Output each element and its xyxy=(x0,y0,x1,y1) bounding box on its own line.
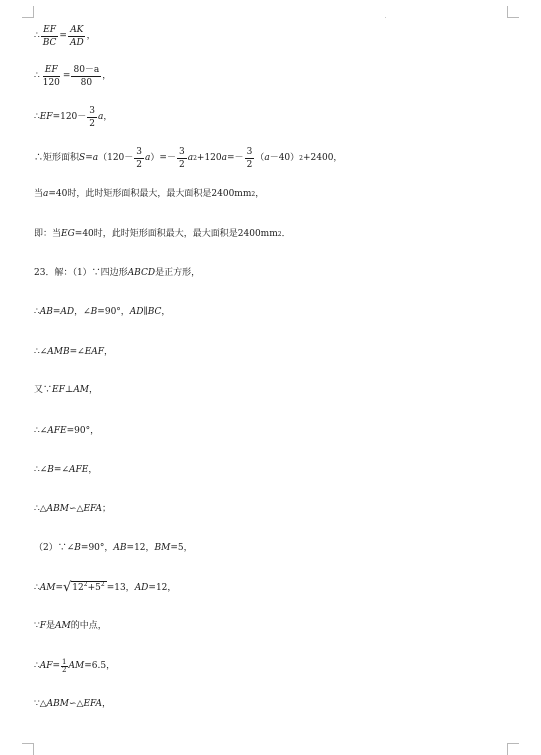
text: =12， xyxy=(126,543,155,553)
variable: EFA xyxy=(83,504,103,514)
equals: = xyxy=(59,31,67,41)
text: =5， xyxy=(170,543,193,553)
text: ∴矩形面积 xyxy=(34,153,80,163)
because-symbol: ∵ xyxy=(34,621,40,631)
denominator: 2 xyxy=(136,160,143,170)
equals: = xyxy=(85,153,93,163)
denominator: 2 xyxy=(246,160,253,170)
text: ∴∠ xyxy=(34,465,48,475)
punctuation: ， xyxy=(104,347,114,357)
line-ef-perp-am xyxy=(34,385,98,396)
line-max-area-a: 当 a =40时，此时矩形面积最大，最大面积是2400mm 2 ， xyxy=(34,189,265,199)
numerator: EF xyxy=(44,65,58,75)
variable: S xyxy=(79,153,86,163)
text: ∽△ xyxy=(69,699,84,709)
equals-minus: =－ xyxy=(227,153,244,163)
text: = xyxy=(52,307,61,317)
variable: B xyxy=(47,465,54,475)
line-am-sqrt xyxy=(34,581,176,595)
text: =90°， xyxy=(66,426,100,436)
variable: a xyxy=(221,153,228,163)
text: 的中点， xyxy=(70,621,107,631)
therefore-symbol: ∴ xyxy=(34,582,40,593)
variable: EF xyxy=(52,385,65,395)
text: =6.5， xyxy=(84,661,116,671)
variable: AD xyxy=(60,307,75,317)
text: ⊥ xyxy=(64,385,74,395)
variable: ABCD xyxy=(127,268,156,278)
numerator: 1 xyxy=(62,658,67,666)
line-midpoint xyxy=(34,621,107,632)
therefore-symbol: ∴ xyxy=(34,307,40,317)
square-root xyxy=(63,581,107,595)
text: （ xyxy=(255,153,265,163)
denominator: AD xyxy=(69,38,84,48)
variable: AD xyxy=(134,582,149,593)
variable: a xyxy=(98,112,104,122)
radicand-term: 12 xyxy=(72,583,84,593)
text: +2400， xyxy=(302,153,343,163)
numerator: AK xyxy=(70,25,84,35)
variable: ABM xyxy=(46,504,69,514)
line-angle-b-afe xyxy=(34,465,97,476)
variable: a xyxy=(92,153,99,163)
variable: EG xyxy=(61,229,75,239)
variable: AB xyxy=(113,543,127,553)
line-ef-expression xyxy=(34,106,112,129)
line-af-value xyxy=(34,659,115,674)
text: 23．解：（1）∵四边形 xyxy=(34,268,128,278)
punctuation: ， xyxy=(88,465,98,475)
variable: AMB xyxy=(47,347,70,357)
line-part-2 xyxy=(34,543,193,554)
denominator: 120 xyxy=(42,78,60,88)
text: =∠ xyxy=(69,347,85,357)
fraction-ak-ad xyxy=(68,25,86,48)
exponent: 2 xyxy=(100,581,105,588)
numerator: 80－a xyxy=(73,65,100,75)
text: 当 xyxy=(34,189,44,199)
variable: B xyxy=(74,543,81,553)
fraction-ef-120 xyxy=(41,65,62,88)
text: （120－ xyxy=(98,153,134,163)
therefore-symbol: ∴ xyxy=(34,31,40,41)
text: ∴△ xyxy=(34,504,47,514)
fraction-3-2 xyxy=(177,147,187,170)
line-angle-afe xyxy=(34,426,99,437)
text: =∠ xyxy=(53,465,69,475)
text: =40时，此时矩形面积最大，最大面积是2400mm xyxy=(48,189,252,199)
punctuation: ， xyxy=(89,385,99,395)
exponent: 2 xyxy=(83,581,88,588)
radicand-term: +5 xyxy=(87,583,101,593)
numerator: 3 xyxy=(89,106,96,116)
text: = xyxy=(55,582,63,593)
crop-mark-top-right xyxy=(507,6,519,18)
text: 是 xyxy=(45,621,55,631)
crop-mark-top-left xyxy=(22,6,34,18)
expression-text: =120－ xyxy=(52,112,87,122)
punctuation: ， xyxy=(255,189,265,199)
text: －40） xyxy=(269,153,300,163)
punctuation: ； xyxy=(102,504,112,514)
therefore-symbol: ∴ xyxy=(34,661,40,671)
denominator: 2 xyxy=(178,160,185,170)
text: =12， xyxy=(148,582,177,593)
fraction-3-2 xyxy=(134,147,144,170)
line-similar-triangles-2 xyxy=(34,699,111,710)
text: ∥ xyxy=(143,307,148,317)
line-square-properties xyxy=(34,307,170,318)
denominator: 2 xyxy=(89,119,96,129)
variable: F xyxy=(39,621,46,631)
line-ratio-ef-120 xyxy=(34,65,111,88)
text: ∴∠ xyxy=(34,426,48,436)
line-problem-23 xyxy=(34,268,200,279)
denominator: 80 xyxy=(80,78,93,88)
variable: AFE xyxy=(69,465,89,475)
variable: AFE xyxy=(47,426,67,436)
variable: ABM xyxy=(46,699,69,709)
variable: AF xyxy=(39,661,53,671)
line-similar-triangles xyxy=(34,504,111,515)
text: 即：当 xyxy=(34,229,62,239)
numerator: 3 xyxy=(178,147,185,157)
punctuation: ． xyxy=(281,229,291,239)
punctuation: ， xyxy=(102,699,112,709)
numerator: EF xyxy=(43,25,56,35)
line-angle-amb xyxy=(34,347,113,358)
text: ∽△ xyxy=(69,504,84,514)
punctuation: ， xyxy=(102,71,112,81)
text: 是正方形， xyxy=(155,268,201,278)
page-dot xyxy=(385,17,386,18)
fraction-80-minus-a xyxy=(71,65,101,88)
text: =90°， xyxy=(80,543,114,553)
variable: a xyxy=(187,153,194,163)
variable: a xyxy=(43,189,49,199)
variable: AM xyxy=(39,582,56,593)
crop-mark-bottom-left xyxy=(22,743,34,755)
variable: AM xyxy=(55,621,71,631)
therefore-symbol: ∴ xyxy=(34,112,40,122)
variable: BM xyxy=(154,543,171,553)
denominator: 2 xyxy=(62,666,67,674)
text: ∴∠ xyxy=(34,347,48,357)
variable: EAF xyxy=(84,347,105,357)
variable: a xyxy=(264,153,270,163)
text: =13， xyxy=(106,582,135,593)
line-area-expression: ∴矩形面积 S = a （120－ $\frac{3}{2}$ a ） =－ $\frac{3}{2}$ a 2 +120 a =－ $\frac{3}{2}$ （ a －40） 2 +2400， xyxy=(34,147,343,170)
text: =40时，此时矩形面积最大，最大面积是2400mm xyxy=(74,229,278,239)
text: = xyxy=(52,661,61,671)
radical-sign: √ xyxy=(63,580,72,595)
variable: AB xyxy=(39,307,53,317)
therefore-symbol: ∴ xyxy=(34,71,40,81)
fraction-1-2 xyxy=(61,659,67,674)
fraction-3-2 xyxy=(245,147,255,170)
punctuation: ， xyxy=(103,112,113,122)
variable: AM xyxy=(73,385,90,395)
variable: AM xyxy=(68,661,85,671)
fraction-3-2 xyxy=(87,106,97,129)
text: ∵△ xyxy=(34,699,47,709)
variable: B xyxy=(90,307,98,317)
variable: a xyxy=(145,153,151,163)
fraction-ef-bc xyxy=(41,25,59,48)
crop-mark-bottom-right xyxy=(507,743,519,755)
punctuation: ， xyxy=(86,31,96,41)
radicand xyxy=(71,581,106,594)
denominator: BC xyxy=(42,38,57,48)
text: （2）∵∠ xyxy=(34,543,75,553)
variable: EFA xyxy=(83,699,103,709)
equals: = xyxy=(62,71,71,81)
variable: BC xyxy=(147,307,162,317)
line-max-area-eg: 即：当 EG =40时，此时矩形面积最大，最大面积是2400mm 2 ． xyxy=(34,229,291,239)
variable: EF xyxy=(39,112,53,122)
text: +120 xyxy=(196,153,222,163)
numerator: 3 xyxy=(246,147,253,157)
punctuation: ， xyxy=(161,307,171,317)
variable: AD xyxy=(129,307,144,317)
line-ratio-ef-bc xyxy=(34,25,96,48)
equals-minus: =－ xyxy=(159,153,176,163)
text: ，∠ xyxy=(74,307,91,317)
text: =90°， xyxy=(97,307,130,317)
text: 又∵ xyxy=(34,385,53,395)
numerator: 3 xyxy=(136,147,143,157)
text: ） xyxy=(150,153,160,163)
